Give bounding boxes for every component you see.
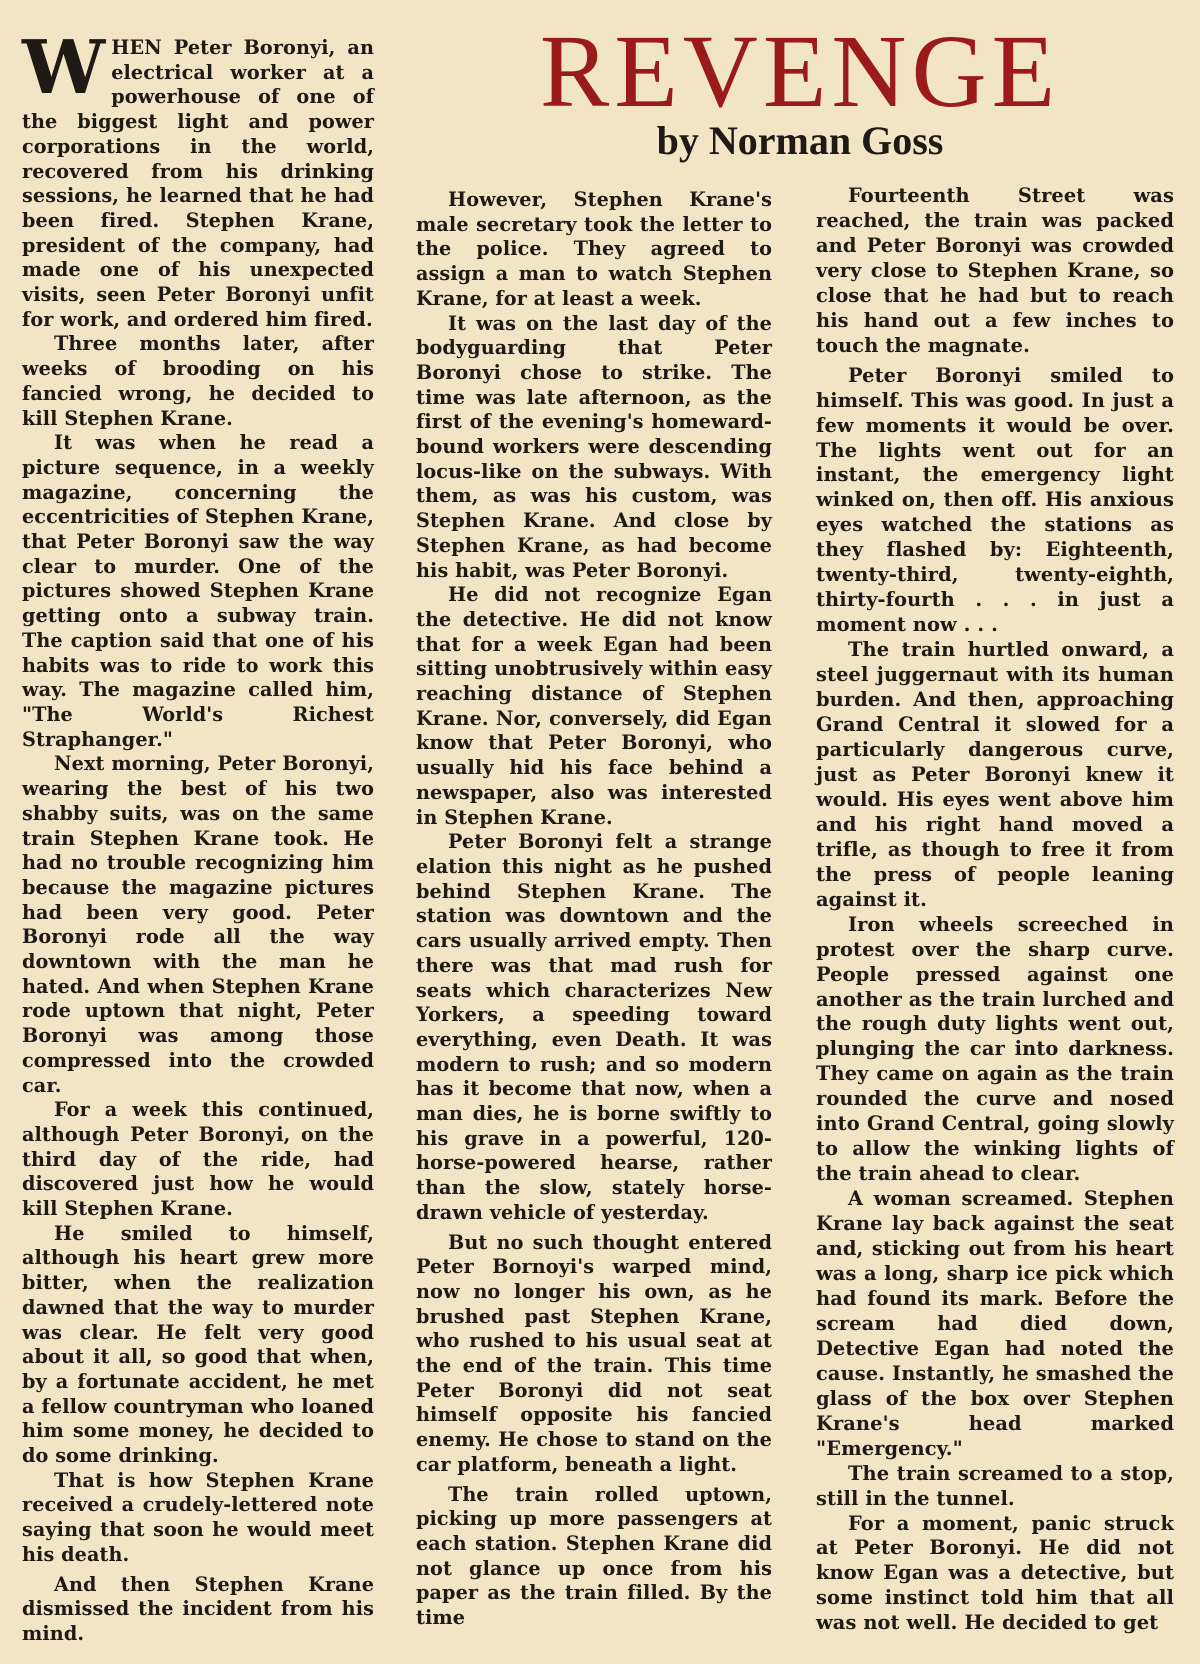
paragraph: It was on the last day of the bodyguarding that Peter Boronyi chose to strike. The time was late afternoon, as the first of the evening's homeward-bound workers were descending locus-like on the subways. With them, as was his custom, was Stephen Krane. And close by Stephen Krane, as had become his habit, was Peter Boronyi.: [416, 311, 772, 582]
paragraph: Peter Boronyi smiled to himself. This was good. In just a few moments it would be over. The lights went out for an instant, the emergency light winked on, then off. His anxious eyes watched the stations as they flashed by: Eighteenth, twenty-third, twenty-eighth, thirty-fourth . . . in just a moment now . . .: [816, 363, 1174, 637]
story-byline: by Norman Goss: [656, 118, 944, 163]
paragraph: He did not recognize Egan the detective. He did not know that for a week Egan had been sitting unobtrusively within easy reaching distance of Stephen Krane. Nor, conversely, did Egan know that Peter Boronyi, who usually hid his face behind a newspaper, also was interested in Stephen Krane.: [416, 583, 772, 829]
paragraph: Next morning, Peter Boronyi, wearing the best of his two shabby suits, was on the same train Stephen Krane took. He had no trouble recognizing him because the magazine pictures had been very good. Peter Boronyi rode all the way downtown with the man he hated. And when Stephen Krane rode uptown that night, Peter Boronyi was among those compressed into the crowded car.: [22, 752, 374, 1097]
drop-cap: W: [22, 25, 106, 111]
paragraph: Iron wheels screeched in protest over the sharp curve. People pressed against one another as the train lurched and the rough duty lights went out, plunging the car into darkness. They came on again as the train rounded the curve and nosed into Grand Central, going slowly to allow the winking lights of the train ahead to clear.: [816, 912, 1174, 1186]
column-2: [416, 188, 772, 1631]
paragraph: Fourteenth Street was reached, the train was packed and Peter Boronyi was crowded very close to Stephen Krane, so close that he had but to reach his hand out a few inches to touch the magnate.: [816, 184, 1174, 357]
paragraph: And then Stephen Krane dismissed the incident from his mind.: [22, 1572, 374, 1645]
paragraph: WHEN Peter Boronyi, an electrical worker at a powerhouse of one of the biggest light and power corporations in the world, recovered from his drinking sessions, he learned that he had been fired. Stephen Krane, president of the company, had made one of his unexpected visits, seen Peter Boronyi unfit for work, and ordered him fired.: [22, 25, 374, 331]
paragraph: The train screamed to a stop, still in the tunnel.: [816, 1461, 1174, 1510]
paragraph: For a moment, panic struck at Peter Boronyi. He did not know Egan was a detective, but some instinct told him that all was not well. He decided to get: [816, 1511, 1174, 1635]
paragraph: It was when he read a picture sequence, in a weekly magazine, concerning the eccentricities of Stephen Krane, that Peter Boronyi saw the way clear to murder. One of the pictures showed Stephen Krane getting onto a subway train. The caption said that one of his habits was to ride to work this way. The magazine called him, "The World's Richest Straphanger.": [22, 431, 374, 751]
paragraph: The train rolled uptown, picking up more passengers at each station. Stephen Krane did not glance up once from his paper as the train filled. By the time: [416, 1482, 772, 1630]
paragraph: A woman screamed. Stephen Krane lay back against the seat and, sticking out from his heart was a long, sharp ice pick which had found its mark. Before the scream had died down, Detective Egan had noted the cause. Instantly, he smashed the glass of the box over Stephen Krane's head marked "Emergency.": [816, 1187, 1174, 1460]
paragraph: Three months later, after weeks of brooding on his fancied wrong, he decided to kill Stephen Krane.: [22, 332, 374, 430]
paragraph: That is how Stephen Krane received a crudely-lettered note saying that soon he would meet his death.: [22, 1468, 374, 1566]
paragraph: The train hurtled onward, a steel juggernaut with its human burden. And then, approaching Grand Central it slowed for a particularly dangerous curve, just as Peter Boronyi knew it would. His eyes went above him and his right hand moved a trifle, as though to free it from the press of people leaning against it.: [816, 638, 1174, 911]
paragraph: However, Stephen Krane's male secretary took the letter to the police. They agreed to assign a man to watch Stephen Krane, for at least a week.: [416, 188, 772, 310]
column-1: [22, 25, 374, 1647]
paragraph: But no such thought entered Peter Bornoyi's warped mind, now no longer his own, as he brushed past Stephen Krane, who rushed to his usual seat at the end of the train. This time Peter Boronyi did not seat himself opposite his fancied enemy. He chose to stand on the car platform, beneath a light.: [416, 1230, 772, 1476]
column-3: [816, 184, 1174, 1636]
paragraph: For a week this continued, although Peter Boronyi, on the third day of the ride, had discovered just how he would kill Stephen Krane.: [22, 1098, 374, 1221]
paragraph: He smiled to himself, although his heart grew more bitter, when the realization dawned that the way to murder was clear. He felt very good about it all, so good that when, by a fortunate accident, he met a fellow countryman who loaned him some money, he decided to do some drinking.: [22, 1221, 374, 1468]
paragraph: Peter Boronyi felt a strange elation this night as he pushed behind Stephen Krane. The station was downtown and the cars usually arrived empty. Then there was that mad rush for seats which characterizes New Yorkers, a speeding toward everything, even Death. It was modern to rush; and so modern has it become that now, when a man dies, he is borne swiftly to his grave in a powerful, 120-horse-powered hearse, rather than the slow, stately horse-drawn vehicle of yesterday.: [416, 830, 772, 1224]
story-title: REVENGE: [539, 14, 1061, 129]
